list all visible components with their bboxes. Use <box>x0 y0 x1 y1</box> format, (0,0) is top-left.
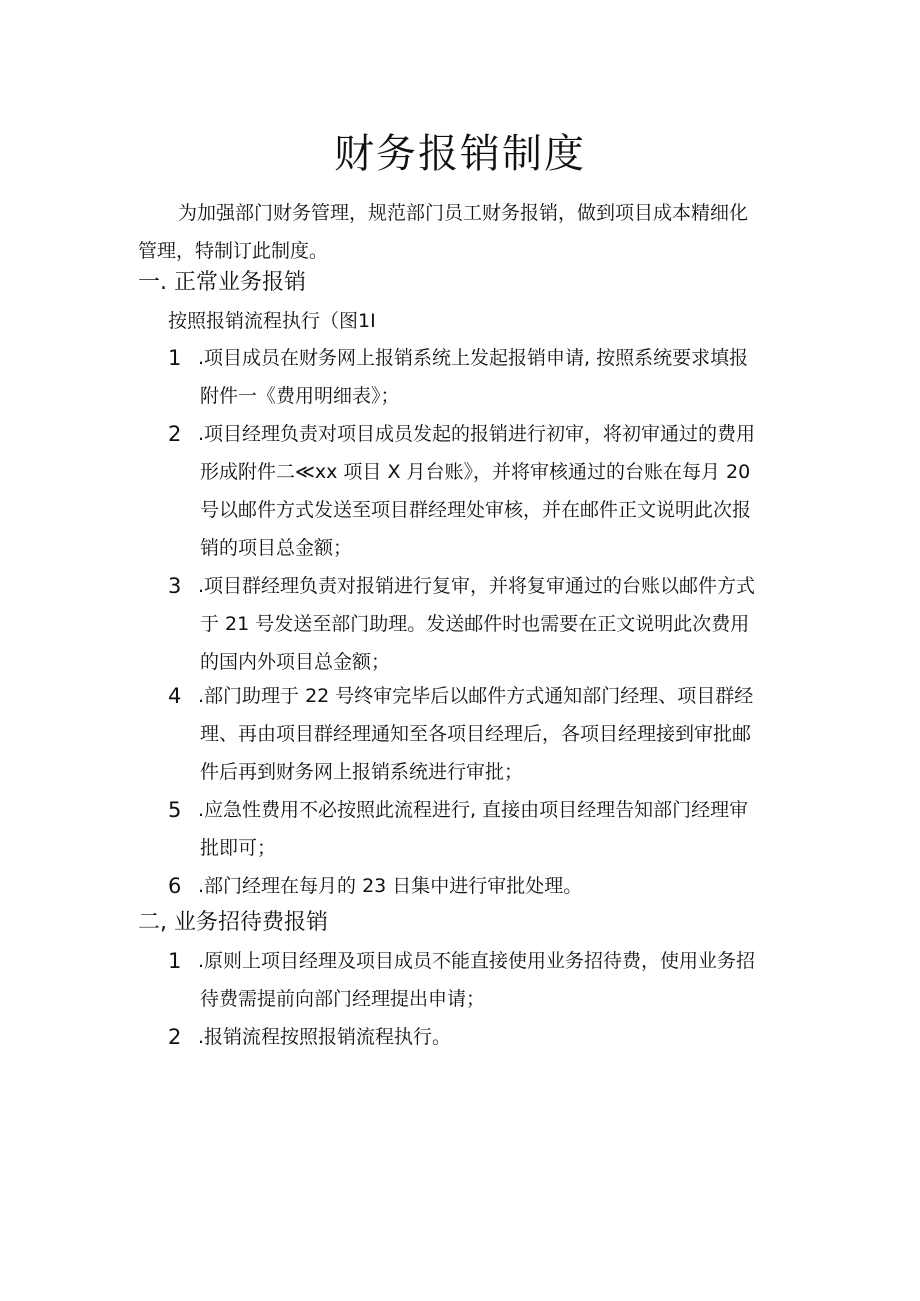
list-item-text: 附件一《费用明细表》； <box>200 385 400 407</box>
intro-line: 为加强部门财务管理，规范部门员工财务报销，做到项目成本精细化 <box>178 202 749 224</box>
section-heading-1: 一. 正常业务报销 <box>138 270 306 295</box>
list-item-number: 4 <box>168 684 182 708</box>
intro-line: 管理，特制订此制度。 <box>138 240 329 262</box>
list-item-text: 号以邮件方式发送至项目群经理处审核，并在邮件正文说明此次报 <box>200 499 752 521</box>
list-item-text: 件后再到财务网上报销系统进行审批； <box>200 761 524 783</box>
list-item-text: 销的项目总金额； <box>200 537 353 559</box>
list-item-text: .项目经理负责对项目成员发起的报销进行初审，将初审通过的费用 <box>198 423 756 445</box>
list-item-text: .报销流程按照报销流程执行。 <box>198 1026 452 1048</box>
list-item-text: .原则上项目经理及项目成员不能直接使用业务招待费，使用业务招 <box>198 950 756 972</box>
list-item-text: 于 21 号发送至部门助理。发送邮件时也需要在正文说明此次费用 <box>200 613 750 635</box>
list-item <box>168 677 788 791</box>
list-item-number: 1 <box>168 949 182 973</box>
list-item-text: .应急性费用不必按照此流程进行, 直接由项目经理告知部门经理审 <box>198 799 749 821</box>
list-item <box>168 567 788 681</box>
document-title: 财务报销制度 <box>334 131 586 177</box>
section-subheading: 按照报销流程执行（图1I <box>168 310 376 332</box>
list-item-number: 2 <box>168 1025 182 1049</box>
list-item-text: 批即可； <box>200 837 277 859</box>
list-item-text: .项目成员在财务网上报销系统上发起报销申请, 按照系统要求填报 <box>198 347 749 369</box>
list-item-text: .部门经理在每月的 23 日集中进行审批处理。 <box>198 875 583 897</box>
list-item <box>168 791 788 867</box>
list-item-text: 待费需提前向部门经理提出申请； <box>200 988 486 1010</box>
list-item-text: .项目群经理负责对报销进行复审，并将复审通过的台账以邮件方式 <box>198 575 756 597</box>
intro-paragraph <box>138 194 788 270</box>
list-item <box>168 415 788 567</box>
list-item-text: 形成附件二≪xx 项目 X 月台账》，并将审核通过的台账在每月 20 <box>200 461 751 483</box>
list-item-number: 1 <box>168 346 182 370</box>
list-item <box>168 1018 788 1056</box>
list-item-number: 5 <box>168 798 182 822</box>
list-item-number: 3 <box>168 574 182 598</box>
list-item <box>168 339 788 415</box>
list-item-text: .部门助理于 22 号终审完毕后以邮件方式通知部门经理、项目群经 <box>198 685 754 707</box>
list-item-number: 6 <box>168 874 182 898</box>
list-item <box>168 942 788 1018</box>
section-heading-2: 二, 业务招待费报销 <box>138 910 328 935</box>
list-item <box>168 867 788 905</box>
list-item-text: 理、再由项目群经理通知至各项目经理后，各项目经理接到审批邮 <box>200 723 752 745</box>
list-item-text: 的国内外项目总金额； <box>200 651 391 673</box>
list-item-number: 2 <box>168 422 182 446</box>
